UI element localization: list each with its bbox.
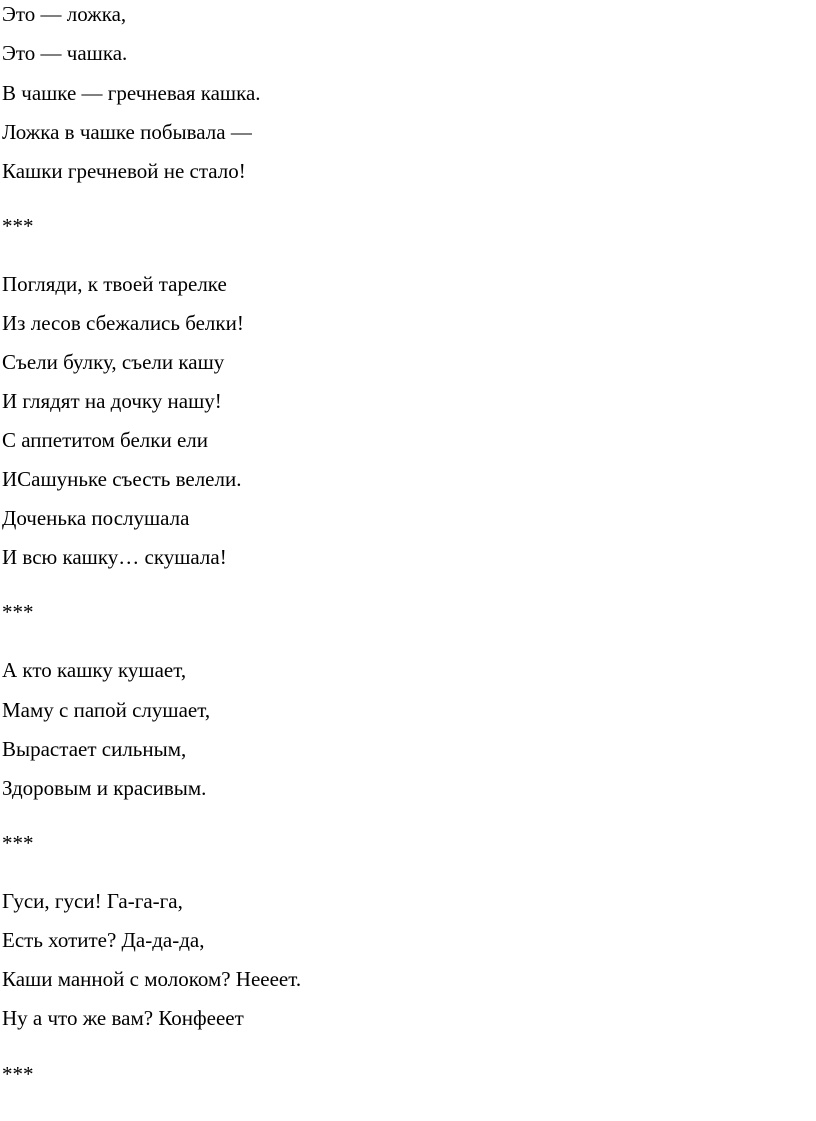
stanza-separator: *** (2, 600, 34, 624)
poem-line: А кто кашку кушает, (2, 658, 187, 682)
poem-line: Вырастает сильным, (2, 737, 187, 761)
poem-line: Доченька послушала (2, 506, 190, 530)
poem-line: Маму с папой слушает, (2, 698, 211, 722)
poem-line: И всю кашку… скушала! (2, 545, 227, 569)
poem-line: Из лесов сбежались белки! (2, 311, 244, 335)
poem-line: Погляди, к твоей тарелке (2, 272, 227, 296)
poem-line: ИСашуньке съесть велели. (2, 467, 242, 491)
poem-line: Каши манной с молоком? Нееeет. (2, 967, 302, 991)
poem-line: Есть хотите? Да-да-да, (2, 928, 205, 952)
poem-line: И глядят на дочку нашу! (2, 389, 222, 413)
stanza-separator: *** (2, 1062, 34, 1086)
stanza-separator: *** (2, 214, 34, 238)
poem-line: С аппетитом белки ели (2, 428, 208, 452)
poem-line: Ну а что же вам? Конфееет (2, 1006, 244, 1030)
poem-line: Это — чашка. (2, 41, 128, 65)
poem-line: Съели булку, съели кашу (2, 350, 225, 374)
poem-line: Здоровым и красивым. (2, 776, 207, 800)
poem-line: Кашки гречневой не стало! (2, 159, 246, 183)
poem-line: В чашке — гречневая кашка. (2, 81, 261, 105)
stanza-separator: *** (2, 831, 34, 855)
poem-line: Это — ложка, (2, 2, 127, 26)
poem-line: Гуси, гуси! Га-га-га, (2, 889, 183, 913)
poem-line: Ложка в чашке побывала — (2, 120, 252, 144)
